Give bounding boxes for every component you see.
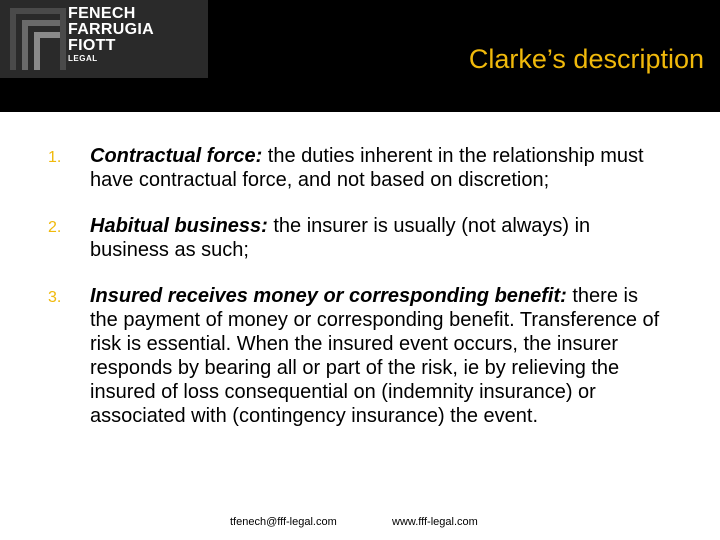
logo-wordmark — [68, 6, 154, 64]
item-lead: Insured receives money or corresponding benefit: — [90, 285, 567, 307]
slide-title: Clarke’s description — [468, 44, 704, 74]
logo-line: FENECH — [68, 5, 136, 22]
list-number: 2. — [48, 219, 62, 236]
footer-website: www.fff-legal.com — [392, 516, 478, 528]
numbered-list — [0, 144, 720, 428]
logo-line: LEGAL — [68, 54, 98, 63]
list-number: 3. — [48, 289, 62, 306]
list-item — [0, 144, 670, 192]
list-item — [0, 214, 670, 262]
item-lead: Contractual force: — [90, 145, 263, 167]
item-lead: Habitual business: — [90, 215, 268, 237]
header-bar — [0, 0, 720, 112]
logo-line: FIOTT — [68, 37, 116, 54]
item-text: the duties inherent in the relationship must have contractual force, and not based on discretion; — [90, 145, 644, 191]
logo-line: FARRUGIA — [68, 21, 154, 38]
item-text: the insurer is usually (not always) in business as such; — [90, 215, 591, 261]
logo-mark-icon — [10, 8, 66, 70]
list-item — [0, 284, 670, 428]
company-logo — [0, 0, 208, 78]
list-number: 1. — [48, 149, 62, 166]
footer-email: tfenech@fff-legal.com — [230, 516, 337, 528]
item-text: there is the payment of money or corresponding benefit. Transference of risk is essential. When the insured event occurs, the insurer responds by bearing all or part of the risk, ie by relieving the insured of loss consequential on (indemnity insurance) or associated with (contingency insurance) the event. — [90, 285, 660, 427]
